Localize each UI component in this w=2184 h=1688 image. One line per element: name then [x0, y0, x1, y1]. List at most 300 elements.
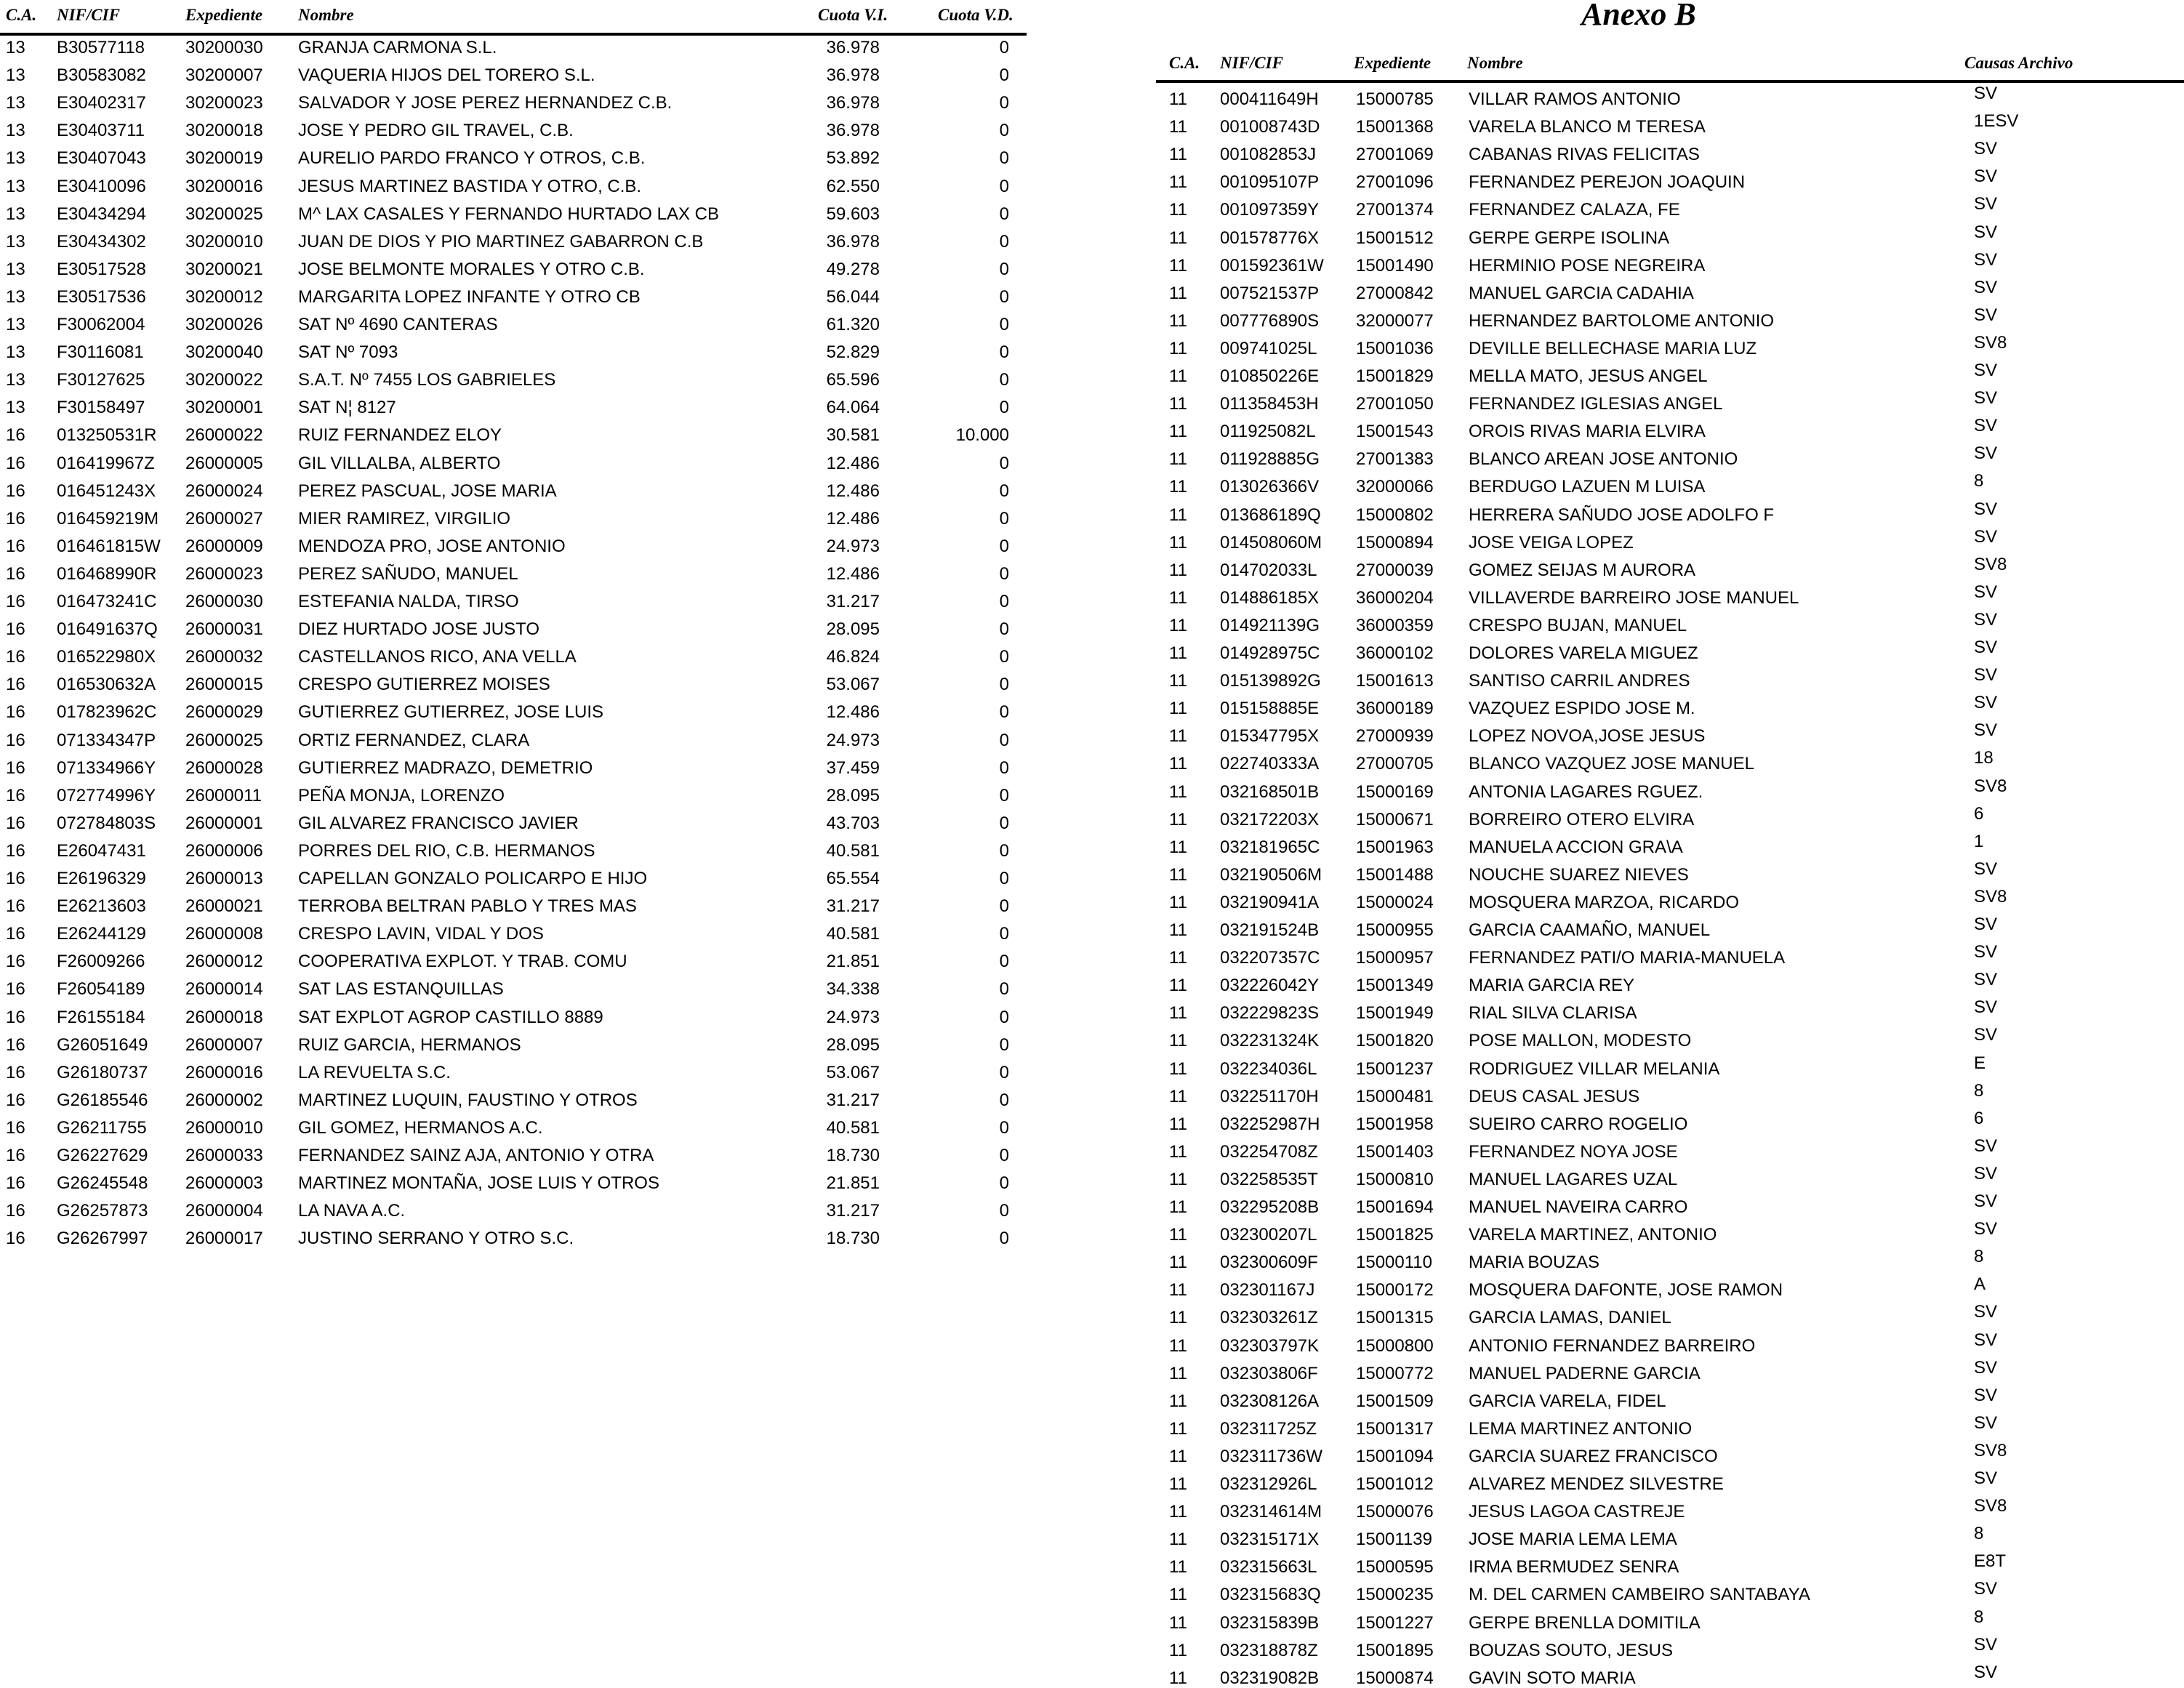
col-header-nombre: Nombre: [298, 6, 354, 24]
cell-causas-archivo: SV: [1974, 194, 1998, 214]
cell-ca: 11: [1169, 255, 1187, 276]
cell-expediente: 26000005: [185, 453, 263, 473]
cell-nif: 032251170H: [1220, 1086, 1319, 1106]
cell-nombre: S.A.T. Nº 7455 LOS GABRIELES: [298, 370, 556, 390]
cell-expediente: 15001512: [1356, 228, 1434, 248]
cell-nif: G26267997: [57, 1229, 148, 1249]
cell-cuota-vi: 36.978: [826, 38, 880, 57]
cell-ca: 11: [1169, 1308, 1187, 1328]
cell-nif: F30127625: [57, 370, 145, 390]
cell-ca: 11: [1169, 310, 1187, 331]
cell-nif: 032315171X: [1220, 1530, 1320, 1550]
cell-expediente: 30200007: [185, 65, 263, 86]
cell-nombre: MELLA MATO, JESUS ANGEL: [1469, 366, 1708, 386]
cell-nif: 072774996Y: [57, 785, 156, 805]
cell-nombre: HERNANDEZ BARTOLOME ANTONIO: [1469, 310, 1775, 331]
cell-ca: 11: [1169, 200, 1187, 220]
cell-ca: 16: [6, 481, 25, 501]
cell-cuota-vi: 61.320: [826, 315, 880, 334]
cell-nif: 032308126A: [1220, 1391, 1320, 1411]
cell-expediente: 26000014: [185, 979, 263, 1000]
cell-expediente: 26000032: [185, 647, 263, 667]
cell-ca: 16: [6, 730, 25, 750]
cell-cuota-vd: 0: [999, 647, 1009, 667]
cell-nif: 032231324K: [1220, 1031, 1320, 1051]
cell-nombre: MANUELA ACCION GRA\A: [1469, 837, 1683, 857]
cell-cuota-vi: 31.217: [826, 592, 880, 611]
cell-ca: 11: [1169, 89, 1187, 109]
cell-ca: 11: [1169, 1363, 1187, 1383]
cell-nombre: GARCIA LAMAS, DANIEL: [1469, 1308, 1671, 1328]
cell-nombre: VARELA MARTINEZ, ANTONIO: [1469, 1225, 1717, 1245]
cell-nombre: FERNANDEZ IGLESIAS ANGEL: [1469, 394, 1723, 414]
cell-ca: 13: [6, 370, 25, 390]
cell-expediente: 26000025: [185, 730, 263, 750]
col-header-ca: C.A.: [1169, 54, 1200, 72]
cell-nombre: CRESPO GUTIERREZ MOISES: [298, 675, 550, 695]
cell-causas-archivo: SV: [1974, 443, 1998, 464]
cell-cuota-vd: 0: [999, 840, 1009, 861]
cell-nombre: MARIA GARCIA REY: [1469, 976, 1635, 996]
cell-ca: 11: [1169, 1612, 1187, 1633]
cell-cuota-vi: 12.486: [826, 481, 880, 501]
cell-nombre: GARCIA CAAMAÑO, MANUEL: [1469, 920, 1711, 940]
cell-nif: 013250531R: [57, 425, 157, 446]
cell-ca: 11: [1169, 477, 1187, 497]
cell-nombre: JOSE Y PEDRO GIL TRAVEL, C.B.: [298, 121, 574, 141]
cell-nif: 016468990R: [57, 563, 157, 584]
cell-nombre: PEREZ PASCUAL, JOSE MARIA: [298, 481, 557, 501]
cell-ca: 11: [1169, 394, 1187, 414]
cell-ca: 16: [6, 952, 25, 972]
cell-expediente: 26000021: [185, 896, 263, 917]
cell-nombre: VAQUERIA HIJOS DEL TORERO S.L.: [298, 65, 595, 86]
cell-nombre: MANUEL GARCIA CADAHIA: [1469, 283, 1694, 303]
cell-nombre: JOSE BELMONTE MORALES Y OTRO C.B.: [298, 259, 645, 279]
cell-causas-archivo: 8: [1974, 1524, 1984, 1544]
cell-nif: 032190506M: [1220, 864, 1322, 885]
cell-ca: 16: [6, 1146, 25, 1165]
cell-cuota-vd: 0: [999, 1229, 1009, 1249]
cell-ca: 13: [6, 65, 25, 86]
cell-nombre: POSE MALLON, MODESTO: [1469, 1031, 1692, 1051]
cell-nombre: BERDUGO LAZUEN M LUISA: [1469, 477, 1706, 497]
cell-nombre: HERMINIO POSE NEGREIRA: [1469, 255, 1706, 276]
cell-causas-archivo: SV: [1974, 1579, 1998, 1599]
cell-expediente: 26000022: [185, 425, 263, 446]
cell-cuota-vd: 0: [999, 896, 1009, 917]
cell-expediente: 26000029: [185, 702, 263, 723]
cell-expediente: 27000939: [1356, 726, 1434, 747]
cell-ca: 11: [1169, 976, 1187, 996]
cell-ca: 11: [1169, 837, 1187, 857]
cell-expediente: 30200018: [185, 121, 263, 141]
cell-nombre: M^ LAX CASALES Y FERNANDO HURTADO LAX CB: [298, 204, 719, 224]
cell-ca: 13: [6, 148, 25, 169]
cell-nif: 071334966Y: [57, 757, 156, 778]
cell-expediente: 15001895: [1356, 1640, 1434, 1660]
cell-causas-archivo: SV: [1974, 1330, 1998, 1350]
cell-causas-archivo: SV: [1974, 609, 1998, 630]
cell-causas-archivo: SV: [1974, 526, 1998, 547]
cell-expediente: 26000027: [185, 508, 263, 528]
cell-expediente: 26000018: [185, 1007, 263, 1027]
cell-causas-archivo: SV8: [1974, 554, 2007, 574]
cell-ca: 11: [1169, 699, 1187, 719]
cell-causas-archivo: SV8: [1974, 1440, 2007, 1460]
cell-cuota-vi: 65.554: [826, 869, 880, 888]
cell-expediente: 26000015: [185, 675, 263, 695]
cell-expediente: 15000894: [1356, 532, 1434, 552]
cell-cuota-vi: 24.973: [826, 1007, 880, 1027]
cell-ca: 11: [1169, 228, 1187, 248]
cell-nombre: MANUEL NAVEIRA CARRO: [1469, 1197, 1688, 1217]
cell-nif: 015158885E: [1220, 699, 1320, 719]
cell-nif: F26009266: [57, 952, 145, 972]
cell-expediente: 26000003: [185, 1173, 263, 1194]
cell-nif: 014702033L: [1220, 560, 1317, 580]
cell-expediente: 27000705: [1356, 754, 1434, 774]
cell-nif: B30583082: [57, 65, 146, 86]
cell-expediente: 15000671: [1356, 809, 1434, 829]
cell-nif: 015139892G: [1220, 671, 1321, 691]
cell-cuota-vd: 0: [999, 65, 1009, 86]
cell-cuota-vd: 0: [999, 176, 1009, 196]
cell-causas-archivo: SV: [1974, 388, 1998, 409]
cell-cuota-vd: 0: [999, 1146, 1009, 1165]
cell-expediente: 26000010: [185, 1117, 263, 1138]
cell-cuota-vi: 46.824: [826, 647, 880, 667]
cell-ca: 11: [1169, 1530, 1187, 1550]
cell-cuota-vd: 0: [999, 370, 1009, 390]
cell-nif: E26213603: [57, 896, 146, 917]
col-header-expediente: Expediente: [1354, 54, 1432, 72]
cell-causas-archivo: 1: [1974, 831, 1984, 851]
cell-nombre: MARTINEZ MONTAÑA, JOSE LUIS Y OTROS: [298, 1173, 659, 1194]
cell-nombre: SAT Nº 4690 CANTERAS: [298, 315, 498, 334]
cell-ca: 13: [6, 176, 25, 196]
cell-nombre: GIL VILLALBA, ALBERTO: [298, 453, 501, 473]
cell-expediente: 32000077: [1356, 310, 1434, 331]
cell-ca: 11: [1169, 1502, 1187, 1522]
cell-expediente: 32000066: [1356, 477, 1434, 497]
cell-cuota-vi: 40.581: [826, 1117, 880, 1138]
cell-nombre: LEMA MARTINEZ ANTONIO: [1469, 1418, 1693, 1439]
cell-ca: 16: [6, 675, 25, 695]
cell-nombre: BOUZAS SOUTO, JESUS: [1469, 1640, 1673, 1660]
cell-nombre: MARIA BOUZAS: [1469, 1253, 1600, 1273]
cell-nombre: RUIZ FERNANDEZ ELOY: [298, 425, 502, 446]
cell-nif: 032303806F: [1220, 1363, 1318, 1383]
cell-causas-archivo: SV: [1974, 942, 1998, 962]
cell-expediente: 30200001: [185, 398, 263, 418]
cell-nif: F26054189: [57, 979, 145, 1000]
cell-causas-archivo: SV: [1974, 1662, 1998, 1682]
cell-causas-archivo: SV: [1974, 859, 1998, 879]
cell-nombre: JESUS LAGOA CASTREJE: [1469, 1502, 1685, 1522]
cell-cuota-vd: 10.000: [955, 425, 1009, 446]
cell-cuota-vd: 0: [999, 536, 1009, 556]
cell-nif: 032229823S: [1220, 1003, 1320, 1024]
cell-nif: E30402317: [57, 93, 146, 113]
cell-nombre: COOPERATIVA EXPLOT. Y TRAB. COMU: [298, 952, 627, 972]
cell-cuota-vi: 12.486: [826, 453, 880, 473]
cell-nombre: ANTONIO FERNANDEZ BARREIRO: [1469, 1335, 1756, 1356]
cell-nif: F30116081: [57, 342, 144, 363]
cell-ca: 13: [6, 231, 25, 252]
cell-expediente: 15000874: [1356, 1668, 1434, 1688]
cell-cuota-vd: 0: [999, 1090, 1009, 1110]
cell-expediente: 26000028: [185, 757, 263, 778]
cell-causas-archivo: SV: [1974, 915, 1998, 934]
cell-cuota-vd: 0: [999, 1173, 1009, 1194]
cell-expediente: 27001096: [1356, 172, 1434, 193]
cell-expediente: 36000204: [1356, 587, 1434, 608]
cell-ca: 13: [6, 398, 25, 418]
cell-causas-archivo: SV: [1974, 222, 1998, 242]
cell-causas-archivo: 8: [1974, 1247, 1984, 1267]
cell-cuota-vd: 0: [999, 121, 1009, 141]
cell-nombre: MARGARITA LOPEZ INFANTE Y OTRO CB: [298, 286, 641, 307]
cell-nif: 022740333A: [1220, 754, 1320, 774]
cell-expediente: 15001403: [1356, 1141, 1434, 1162]
cell-expediente: 30200019: [185, 148, 263, 169]
cell-nif: E30434302: [57, 231, 146, 252]
cell-nombre: ANTONIA LAGARES RGUEZ.: [1469, 781, 1703, 802]
cell-cuota-vi: 36.978: [826, 93, 880, 113]
cell-causas-archivo: SV: [1974, 499, 1998, 519]
cell-ca: 16: [6, 840, 25, 861]
cell-ca: 13: [6, 286, 25, 307]
cell-nombre: CRESPO BUJAN, MANUEL: [1469, 615, 1687, 635]
cell-causas-archivo: SV8: [1974, 776, 2007, 796]
cell-nombre: GOMEZ SEIJAS M AURORA: [1469, 560, 1696, 580]
cell-expediente: 15000169: [1356, 781, 1434, 802]
cell-cuota-vi: 40.581: [826, 924, 880, 944]
cell-cuota-vi: 24.973: [826, 536, 880, 556]
cell-expediente: 15000810: [1356, 1169, 1434, 1189]
cell-expediente: 26000001: [185, 813, 263, 833]
cell-cuota-vd: 0: [999, 315, 1009, 334]
cell-nombre: FERNANDEZ SAINZ AJA, ANTONIO Y OTRA: [298, 1146, 654, 1165]
cell-nombre: CASTELLANOS RICO, ANA VELLA: [298, 647, 577, 667]
cell-cuota-vi: 37.459: [826, 757, 880, 778]
cell-cuota-vi: 53.892: [826, 148, 880, 169]
cell-ca: 11: [1169, 283, 1187, 303]
cell-cuota-vd: 0: [999, 1062, 1009, 1082]
cell-nombre: FERNANDEZ CALAZA, FE: [1469, 200, 1680, 220]
cell-cuota-vi: 28.095: [826, 785, 880, 805]
cell-ca: 11: [1169, 615, 1187, 635]
cell-nif: 032168501B: [1220, 781, 1320, 802]
cell-nif: E30410096: [57, 176, 146, 196]
cell-expediente: 36000359: [1356, 615, 1434, 635]
cell-nombre: GRANJA CARMONA S.L.: [298, 38, 497, 57]
cell-ca: 16: [6, 757, 25, 778]
cell-causas-archivo: SV: [1974, 361, 1998, 380]
cell-nif: 032172203X: [1220, 809, 1320, 829]
cell-nombre: GARCIA VARELA, FIDEL: [1469, 1391, 1666, 1411]
cell-ca: 11: [1169, 726, 1187, 747]
cell-cuota-vd: 0: [999, 453, 1009, 473]
cell-ca: 11: [1169, 1003, 1187, 1024]
cell-cuota-vi: 18.730: [826, 1146, 880, 1165]
cell-nombre: LA NAVA A.C.: [298, 1201, 406, 1221]
cell-ca: 11: [1169, 671, 1187, 691]
cell-ca: 13: [6, 93, 25, 113]
cell-expediente: 15000955: [1356, 920, 1434, 940]
cell-nif: 014921139G: [1220, 615, 1320, 635]
cell-nombre: SAT N¦ 8127: [298, 398, 396, 418]
cell-nombre: OROIS RIVAS MARIA ELVIRA: [1469, 422, 1706, 442]
cell-nif: G26051649: [57, 1034, 148, 1055]
cell-nombre: TERROBA BELTRAN PABLO Y TRES MAS: [298, 896, 637, 917]
cell-cuota-vi: 30.581: [826, 425, 880, 446]
cell-expediente: 30200026: [185, 315, 263, 334]
cell-nif: 016419967Z: [57, 453, 155, 473]
cell-nombre: SUEIRO CARRO ROGELIO: [1469, 1114, 1688, 1134]
cell-cuota-vd: 0: [999, 1201, 1009, 1221]
cell-ca: 11: [1169, 117, 1187, 137]
cell-ca: 16: [6, 453, 25, 473]
cell-expediente: 26000017: [185, 1229, 263, 1249]
cell-causas-archivo: SV: [1974, 1302, 1998, 1322]
cell-nif: 017823962C: [57, 702, 157, 723]
cell-expediente: 27001069: [1356, 145, 1434, 165]
cell-cuota-vi: 64.064: [826, 398, 880, 418]
cell-ca: 11: [1169, 1391, 1187, 1411]
cell-expediente: 30200012: [185, 286, 263, 307]
cell-cuota-vd: 0: [999, 1117, 1009, 1138]
cell-ca: 11: [1169, 1474, 1187, 1494]
cell-expediente: 15000024: [1356, 892, 1434, 912]
cell-cuota-vi: 34.338: [826, 979, 880, 1000]
cell-nif: 013686189Q: [1220, 505, 1321, 525]
cell-nif: 014508060M: [1220, 532, 1322, 552]
cell-cuota-vd: 0: [999, 342, 1009, 363]
cell-expediente: 15001829: [1356, 366, 1434, 386]
cell-expediente: 15001613: [1356, 671, 1434, 691]
cell-nombre: VARELA BLANCO M TERESA: [1469, 117, 1706, 137]
cell-nif: 016451243X: [57, 481, 156, 501]
cell-cuota-vi: 52.829: [826, 342, 880, 363]
cell-nombre: JUSTINO SERRANO Y OTRO S.C.: [298, 1229, 574, 1249]
cell-nombre: GUTIERREZ MADRAZO, DEMETRIO: [298, 757, 593, 778]
cell-nombre: GERPE BRENLLA DOMITILA: [1469, 1612, 1701, 1633]
cell-causas-archivo: SV: [1974, 139, 1998, 159]
cell-causas-archivo: SV8: [1974, 886, 2007, 907]
cell-ca: 11: [1169, 1253, 1187, 1273]
cell-ca: 16: [6, 425, 25, 446]
cell-expediente: 26000023: [185, 563, 263, 584]
cell-expediente: 15000957: [1356, 948, 1434, 968]
cell-cuota-vd: 0: [999, 38, 1009, 57]
cell-expediente: 15000785: [1356, 89, 1434, 109]
cell-nif: 032318878Z: [1220, 1640, 1318, 1660]
cell-nif: 014928975C: [1220, 643, 1320, 663]
cell-ca: 16: [6, 1201, 25, 1221]
cell-ca: 11: [1169, 172, 1187, 193]
cell-cuota-vi: 28.095: [826, 619, 880, 640]
cell-causas-archivo: SV: [1974, 1357, 1998, 1378]
cell-nif: G26185546: [57, 1090, 148, 1110]
cell-nombre: M. DEL CARMEN CAMBEIRO SANTABAYA: [1469, 1585, 1810, 1605]
cell-expediente: 26000024: [185, 481, 263, 501]
cell-expediente: 15000172: [1356, 1280, 1434, 1301]
cell-expediente: 27001383: [1356, 449, 1434, 470]
cell-cuota-vd: 0: [999, 924, 1009, 944]
cell-ca: 16: [6, 924, 25, 944]
cell-nombre: CABANAS RIVAS FELICITAS: [1469, 145, 1700, 165]
cell-cuota-vi: 28.095: [826, 1034, 880, 1055]
cell-expediente: 26000033: [185, 1146, 263, 1165]
cell-causas-archivo: SV8: [1974, 1496, 2007, 1516]
cell-nif: 032252987H: [1220, 1114, 1320, 1134]
cell-nif: E30403711: [57, 121, 145, 141]
cell-expediente: 26000011: [185, 785, 262, 805]
cell-nombre: GERPE GERPE ISOLINA: [1469, 228, 1670, 248]
cell-nif: 032312926L: [1220, 1474, 1317, 1494]
cell-expediente: 15000772: [1356, 1363, 1434, 1383]
cell-expediente: 15001315: [1356, 1308, 1434, 1328]
cell-expediente: 30200023: [185, 93, 263, 113]
cell-causas-archivo: SV: [1974, 277, 1998, 297]
cell-nombre: MARTINEZ LUQUIN, FAUSTINO Y OTROS: [298, 1090, 638, 1110]
cell-cuota-vd: 0: [999, 1007, 1009, 1027]
cell-nombre: JUAN DE DIOS Y PIO MARTINEZ GABARRON C.B: [298, 231, 704, 252]
cell-expediente: 15001368: [1356, 117, 1434, 137]
cell-ca: 16: [6, 869, 25, 888]
cell-nif: 032311736W: [1220, 1446, 1322, 1466]
cell-cuota-vd: 0: [999, 702, 1009, 723]
col-header-nif: NIF/CIF: [57, 6, 120, 24]
cell-nombre: FERNANDEZ NOYA JOSE: [1469, 1141, 1678, 1162]
cell-nif: E30517528: [57, 259, 146, 279]
cell-nif: 032315683Q: [1220, 1585, 1321, 1605]
cell-nif: G26211755: [57, 1117, 147, 1138]
cell-ca: 11: [1169, 781, 1187, 802]
cell-nif: 014886185X: [1220, 587, 1320, 608]
cell-cuota-vd: 0: [999, 231, 1009, 252]
cell-ca: 16: [6, 1090, 25, 1110]
cell-nombre: GUTIERREZ GUTIERREZ, JOSE LUIS: [298, 702, 604, 723]
cell-nombre: GARCIA SUAREZ FRANCISCO: [1469, 1446, 1718, 1466]
cell-nombre: BLANCO VAZQUEZ JOSE MANUEL: [1469, 754, 1754, 774]
cell-ca: 11: [1169, 1418, 1187, 1439]
cell-nombre: LOPEZ NOVOA,JOSE JESUS: [1469, 726, 1706, 747]
cell-expediente: 30200025: [185, 204, 263, 224]
cell-nombre: DIEZ HURTADO JOSE JUSTO: [298, 619, 540, 640]
cell-ca: 16: [6, 1034, 25, 1055]
cell-cuota-vd: 0: [999, 757, 1009, 778]
cell-nombre: MANUEL PADERNE GARCIA: [1469, 1363, 1701, 1383]
cell-cuota-vi: 53.067: [826, 1062, 880, 1082]
cell-ca: 13: [6, 315, 25, 334]
cell-expediente: 30200022: [185, 370, 263, 390]
cell-expediente: 15001349: [1356, 976, 1434, 996]
cell-cuota-vi: 12.486: [826, 508, 880, 528]
cell-expediente: 27001374: [1356, 200, 1434, 220]
cell-cuota-vd: 0: [999, 481, 1009, 501]
cell-nif: 001592361W: [1220, 255, 1324, 276]
cell-ca: 13: [6, 259, 25, 279]
cell-cuota-vi: 56.044: [826, 286, 880, 307]
cell-ca: 16: [6, 896, 25, 917]
cell-nombre: VILLAVERDE BARREIRO JOSE MANUEL: [1469, 587, 1799, 608]
cell-causas-archivo: SV: [1974, 1219, 1998, 1239]
cell-nombre: ALVAREZ MENDEZ SILVESTRE: [1469, 1474, 1724, 1494]
cell-expediente: 26000012: [185, 952, 263, 972]
